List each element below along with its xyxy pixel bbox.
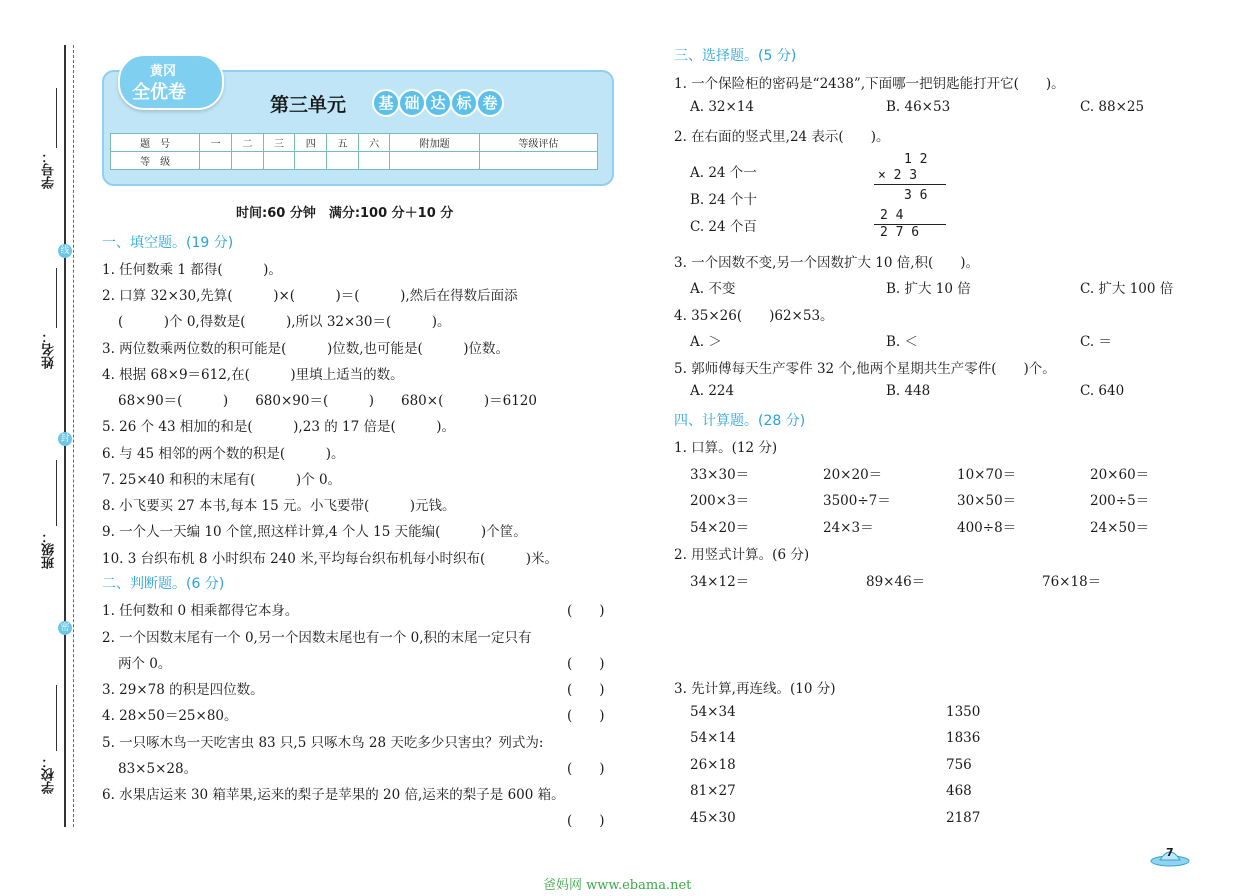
fill-question: 8. 小飞要买 27 本书,每本 15 元。小飞要带( )元钱。 — [102, 498, 456, 514]
fill-question: 10. 3 台织布机 8 小时织布 240 米,平均每台织布机每小时织布( )米。 — [102, 551, 558, 567]
fill-question: ( )个 0,得数是( ),所以 32×30＝( )。 — [118, 314, 451, 330]
vertical-line-2: × 2 3 — [878, 168, 918, 183]
footer-watermark: 爸妈网 www.ebama.net — [543, 878, 692, 893]
table-cell: 题 号 — [111, 134, 200, 152]
oral-title: 1. 口算。(12 分) — [674, 440, 778, 456]
title-badge-2: 础 — [398, 89, 426, 117]
fill-question: 2. 口算 32×30,先算( )×( )＝( ),然后在得数后面添 — [102, 288, 518, 304]
vertical-calc-item: 89×46＝ — [866, 574, 926, 590]
grade-table — [110, 133, 598, 170]
judge-question: 2. 一个因数末尾有一个 0,另一个因数末尾也有一个 0,积的末尾一定只有 — [102, 630, 532, 646]
oral-item: 54×20＝ — [690, 520, 750, 536]
seal-secret: 密 — [58, 621, 72, 635]
choice-option[interactable]: B. ＜ — [886, 334, 919, 350]
oral-item: 24×3＝ — [823, 520, 874, 536]
answer-paren[interactable]: ( ) — [567, 813, 605, 829]
table-cell: 附加题 — [390, 134, 479, 152]
vertical-line-1: 1 2 — [904, 152, 928, 167]
choice-option[interactable]: A. 不变 — [690, 281, 736, 297]
fill-question: 68×90＝( ) 680×90＝( ) 680×( )＝6120 — [118, 393, 537, 409]
choice-question: 5. 郭师傅每天生产零件 32 个,他两个星期共生产零件( )个。 — [674, 361, 1056, 377]
table-cell: 等级评估 — [479, 134, 597, 152]
title-badge-3: 达 — [424, 89, 452, 117]
judge-question: 4. 28×50＝25×80。 — [102, 708, 238, 724]
score-cell[interactable] — [479, 152, 597, 170]
link-right-item[interactable]: 468 — [946, 783, 972, 799]
vertical-line-5: 2 7 6 — [880, 225, 920, 240]
score-cell[interactable] — [327, 152, 359, 170]
link-right-item[interactable]: 1836 — [946, 730, 981, 746]
oral-item: 20×60＝ — [1090, 467, 1150, 483]
fill-question: 1. 任何数乘 1 都得( )。 — [102, 262, 282, 278]
choice-option[interactable]: B. 24 个十 — [690, 192, 757, 208]
section-judge-title: 二、判断题。(6 分) — [102, 576, 225, 592]
table-cell: 五 — [327, 134, 359, 152]
judge-question: 两个 0。 — [118, 656, 172, 672]
choice-option[interactable]: A. 224 — [690, 383, 735, 399]
score-cell[interactable] — [358, 152, 390, 170]
fill-question: 5. 26 个 43 相加的和是( ),23 的 17 倍是( )。 — [102, 419, 455, 435]
answer-paren[interactable]: ( ) — [567, 761, 605, 777]
score-cell[interactable] — [295, 152, 327, 170]
judge-question: 6. 水果店运来 30 箱苹果,运来的梨子是苹果的 20 倍,运来的梨子是 600 箱。 — [102, 787, 565, 803]
score-cell[interactable] — [232, 152, 264, 170]
choice-question: 4. 35×26( )62×53。 — [674, 308, 834, 324]
title-badge-5: 卷 — [476, 89, 504, 117]
student-name-label: 姓名： — [42, 330, 57, 369]
table-cell: 四 — [295, 134, 327, 152]
choice-option[interactable]: A. ＞ — [690, 334, 722, 350]
link-left-item[interactable]: 45×30 — [690, 810, 736, 826]
choice-question: 3. 一个因数不变,另一个因数扩大 10 倍,积( )。 — [674, 255, 980, 271]
oral-item: 24×50＝ — [1090, 520, 1150, 536]
student-id-blank — [56, 88, 57, 148]
vertical-calc-item: 76×18＝ — [1042, 574, 1102, 590]
answer-paren[interactable]: ( ) — [567, 708, 605, 724]
score-cell[interactable] — [263, 152, 295, 170]
page-number: 7 — [1166, 846, 1174, 859]
choice-option[interactable]: A. 24 个一 — [690, 165, 757, 181]
link-left-item[interactable]: 54×14 — [690, 730, 736, 746]
oral-item: 30×50＝ — [957, 493, 1017, 509]
judge-question: 3. 29×78 的积是四位数。 — [102, 682, 264, 698]
class-blank — [56, 460, 57, 526]
oral-item: 200÷5＝ — [1090, 493, 1150, 509]
judge-question: 1. 任何数和 0 相乘都得它本身。 — [102, 603, 299, 619]
fill-question: 9. 一个人一天编 10 个筐,照这样计算,4 个人 15 天能编( )个筐。 — [102, 524, 527, 540]
class-label: 班级： — [42, 530, 57, 569]
binding-dashed-line — [73, 45, 74, 827]
vertical-calc-item: 34×12＝ — [690, 574, 750, 590]
oral-item: 200×3＝ — [690, 493, 750, 509]
answer-paren[interactable]: ( ) — [567, 682, 605, 698]
vertical-calc-title: 2. 用竖式计算。(6 分) — [674, 547, 810, 563]
link-right-item[interactable]: 756 — [946, 757, 972, 773]
answer-paren[interactable]: ( ) — [567, 603, 605, 619]
table-cell: 等 级 — [111, 152, 200, 170]
choice-option[interactable]: C. 640 — [1080, 383, 1125, 399]
judge-question: 83×5×28。 — [118, 761, 198, 777]
student-id-label: 学号： — [42, 150, 57, 189]
page-number-ufo — [1150, 846, 1190, 868]
judge-question: 5. 一只啄木鸟一天吃害虫 83 只,5 只啄木鸟 28 天吃多少只害虫？列式为: — [102, 735, 544, 751]
choice-option[interactable]: C. 88×25 — [1080, 99, 1145, 115]
choice-option[interactable]: B. 46×53 — [886, 99, 951, 115]
link-right-item[interactable]: 1350 — [946, 704, 981, 720]
title-badge-1: 基 — [372, 89, 400, 117]
choice-question: 2. 在右面的竖式里,24 表示( )。 — [674, 129, 890, 145]
unit-title: 第三单元 — [270, 94, 347, 116]
fill-question: 3. 两位数乘两位数的积可能是( )位数,也可能是( )位数。 — [102, 341, 510, 357]
link-left-item[interactable]: 26×18 — [690, 757, 736, 773]
table-cell: 一 — [200, 134, 232, 152]
table-cell: 三 — [263, 134, 295, 152]
section-calc-title: 四、计算题。(28 分) — [674, 413, 806, 429]
table-cell: 六 — [358, 134, 390, 152]
link-title: 3. 先计算,再连线。(10 分) — [674, 681, 836, 697]
oral-item: 3500÷7＝ — [823, 493, 891, 509]
choice-option[interactable]: C. 24 个百 — [690, 219, 757, 235]
oral-item: 20×20＝ — [823, 467, 883, 483]
choice-option[interactable]: C. 扩大 100 倍 — [1080, 281, 1174, 297]
vertical-line-3: 3 6 — [904, 188, 928, 203]
fill-question: 6. 与 45 相邻的两个数的积是( )。 — [102, 446, 345, 462]
link-left-item[interactable]: 81×27 — [690, 783, 736, 799]
time-limit: 时间:60 分钟 满分:100 分＋10 分 — [236, 206, 454, 221]
school-blank — [56, 685, 57, 751]
choice-option[interactable]: A. 32×14 — [690, 99, 754, 115]
choice-option[interactable]: B. 448 — [886, 383, 931, 399]
grade-table-score-row — [111, 152, 598, 170]
brand-logo: 黄冈 全优卷 — [118, 54, 224, 110]
oral-item: 10×70＝ — [957, 467, 1017, 483]
score-cell[interactable] — [200, 152, 232, 170]
school-label: 学校： — [42, 755, 57, 794]
choice-question: 1. 一个保险柜的密码是“2438”,下面哪一把钥匙能打开它( )。 — [674, 76, 1065, 92]
link-right-item[interactable]: 2187 — [946, 810, 981, 826]
grade-table-header-row — [111, 134, 598, 152]
vertical-line-4: 2 4 — [880, 208, 904, 223]
section-fill-title: 一、填空题。(19 分) — [102, 235, 234, 251]
link-left-item[interactable]: 54×34 — [690, 704, 736, 720]
vertical-rule — [874, 184, 946, 185]
score-cell[interactable] — [390, 152, 479, 170]
choice-option[interactable]: B. 扩大 10 倍 — [886, 281, 971, 297]
title-badge-4: 标 — [450, 89, 478, 117]
seal-seal: 封 — [58, 432, 72, 446]
oral-item: 400÷8＝ — [957, 520, 1017, 536]
choice-option[interactable]: C. ＝ — [1080, 334, 1112, 350]
oral-item: 33×30＝ — [690, 467, 750, 483]
answer-paren[interactable]: ( ) — [567, 656, 605, 672]
section-choice-title: 三、选择题。(5 分) — [674, 48, 797, 64]
fill-question: 7. 25×40 和积的末尾有( )个 0。 — [102, 472, 342, 488]
student-name-blank — [56, 268, 57, 328]
seal-line: 线 — [58, 244, 72, 258]
table-cell: 二 — [232, 134, 264, 152]
fill-question: 4. 根据 68×9＝612,在( )里填上适当的数。 — [102, 367, 404, 383]
